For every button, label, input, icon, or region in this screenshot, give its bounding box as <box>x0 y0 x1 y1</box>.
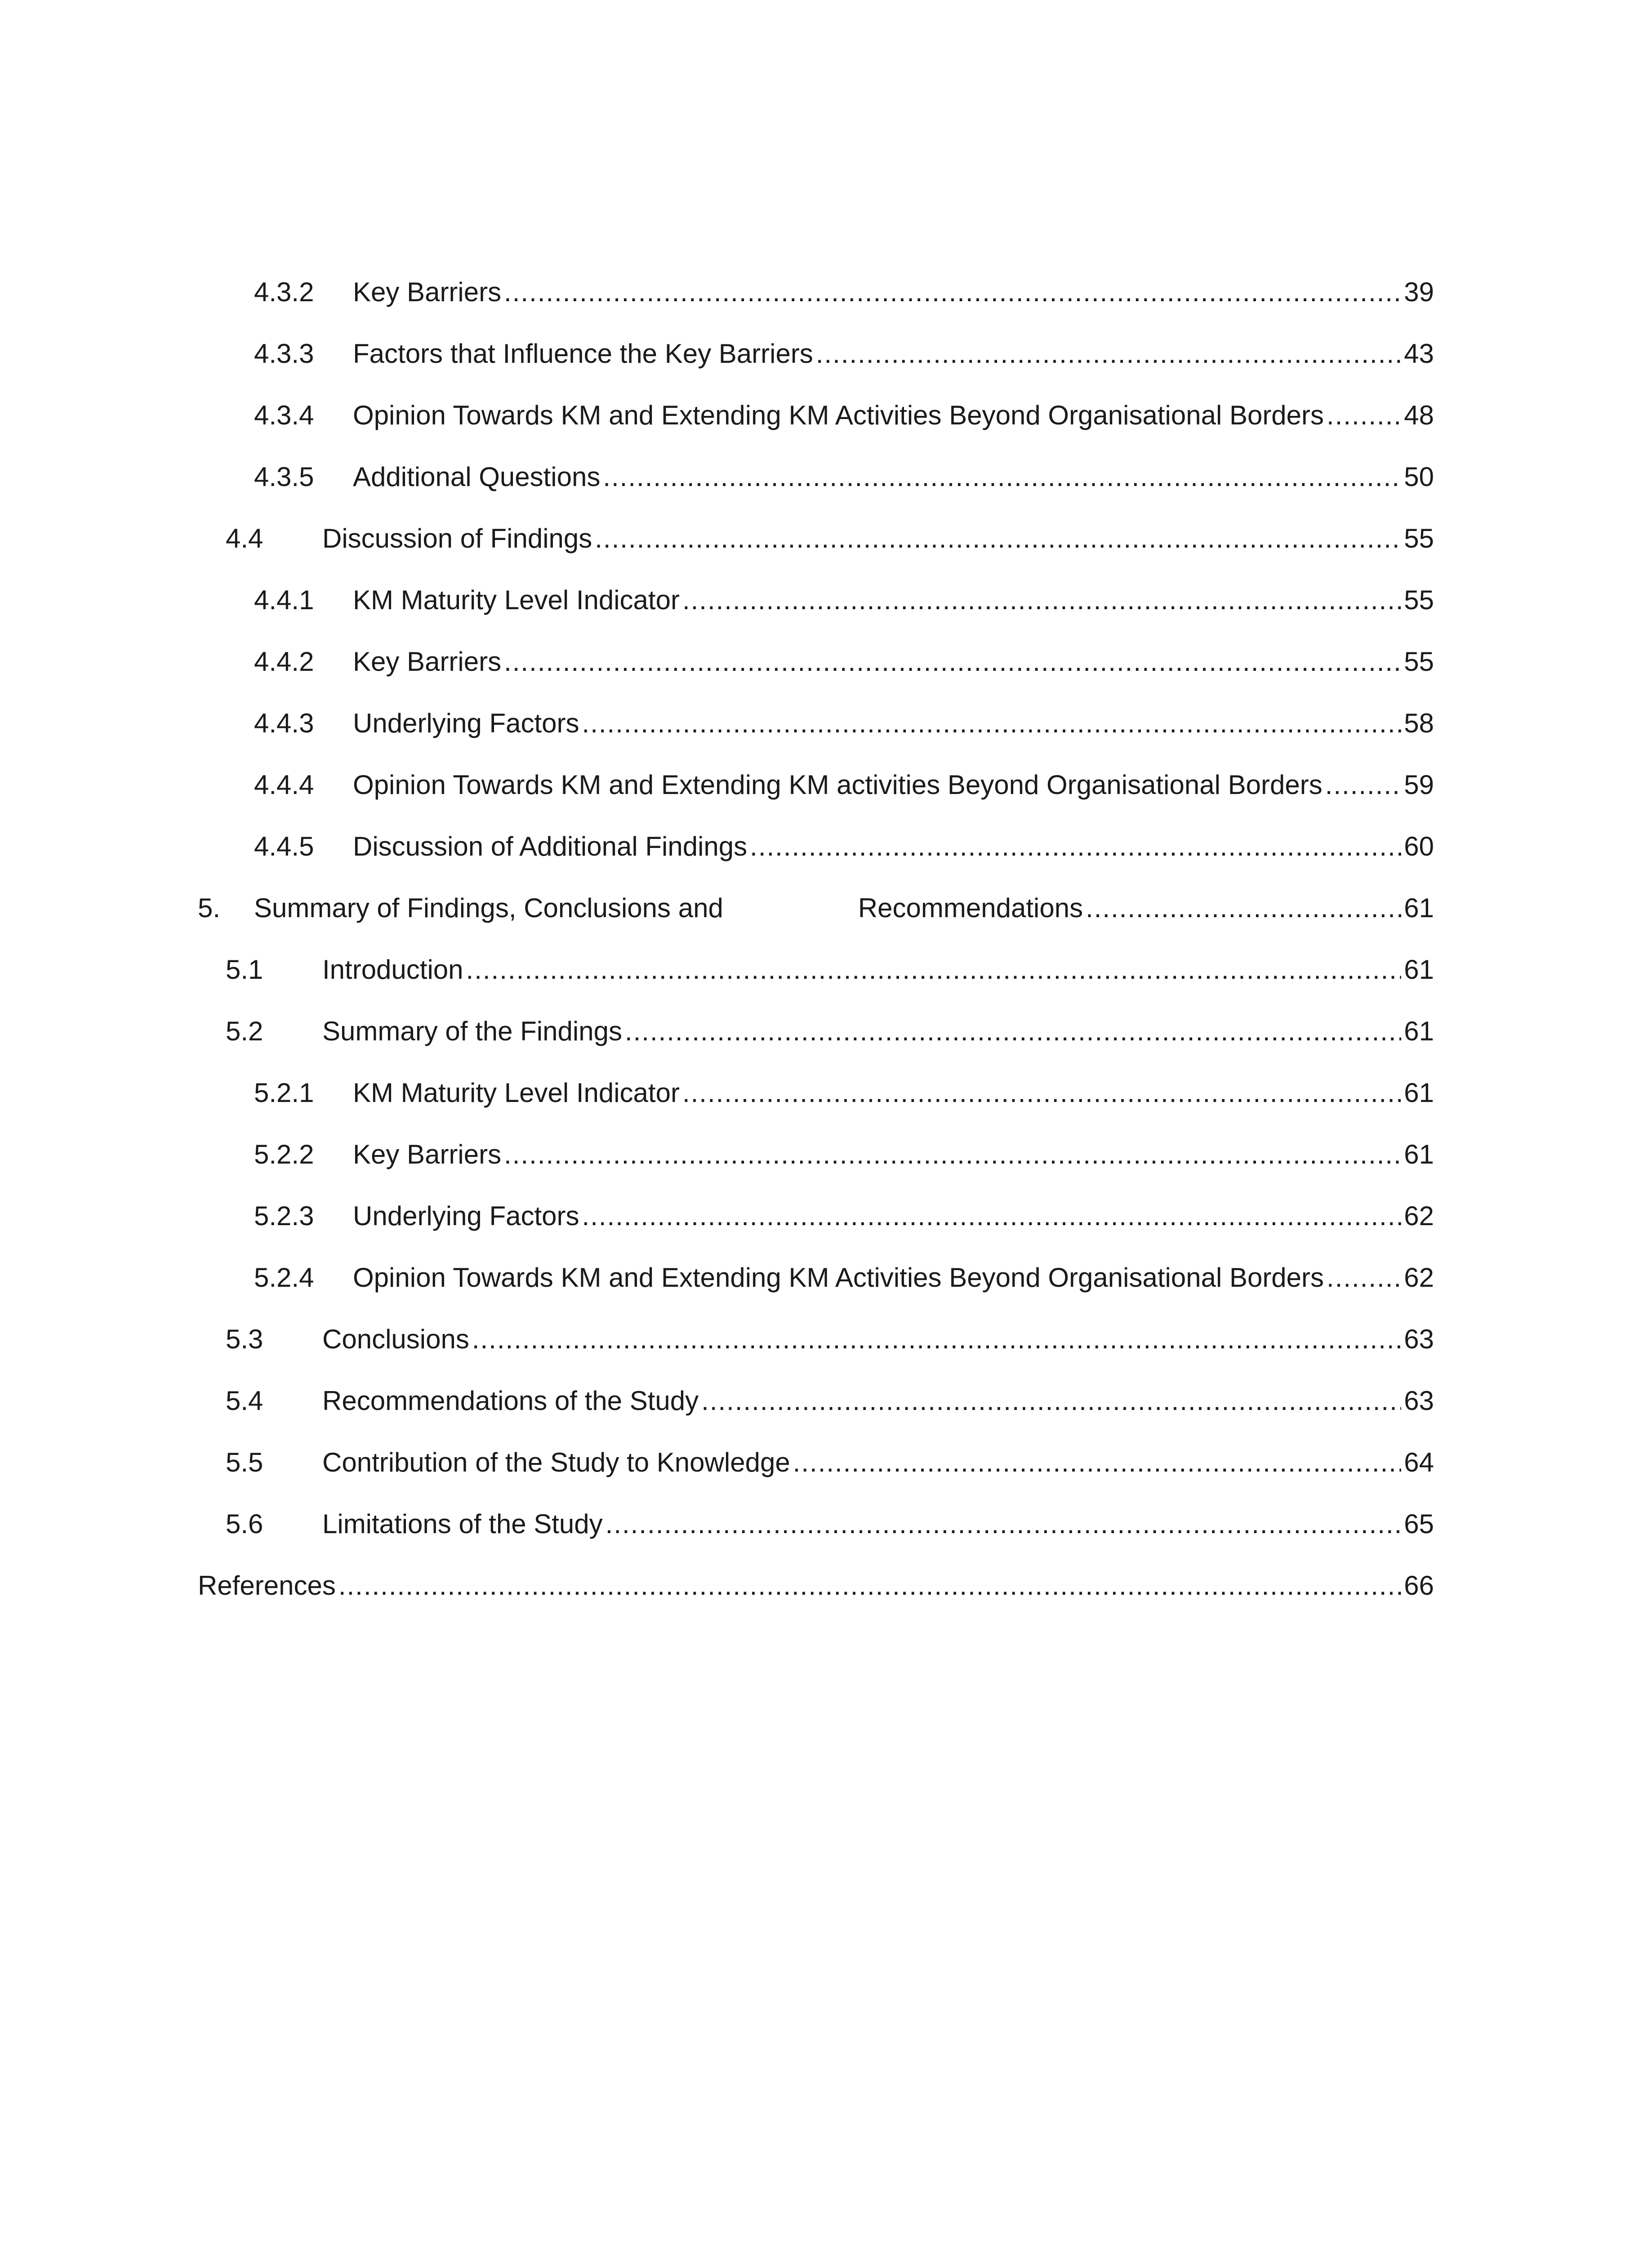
toc-entry[interactable] <box>198 886 1434 931</box>
toc-entry-page: 64 <box>1404 1447 1434 1477</box>
toc-entry-page: 50 <box>1404 462 1434 492</box>
toc-entry-page: 55 <box>1404 585 1434 615</box>
toc-dot-leader <box>603 455 1401 500</box>
toc-entry-number: 5.2 <box>226 1016 263 1046</box>
toc-entry[interactable] <box>198 1255 1434 1300</box>
toc-entry[interactable] <box>198 1502 1434 1547</box>
toc-entry-title-part: Summary of Findings, Conclusions and <box>254 893 723 923</box>
toc-entry-title: Underlying Factors <box>353 1201 579 1231</box>
toc-entry-title: Opinion Towards KM and Extending KM Activities Beyond Organisational Borders <box>353 1262 1324 1293</box>
toc-entry-title: Discussion of Findings <box>322 523 592 553</box>
toc-entry-page: 61 <box>1404 1016 1434 1046</box>
toc-entry-page: 39 <box>1404 277 1434 307</box>
toc-entry-number: 5.2.2 <box>254 1139 314 1169</box>
toc-entry-title: Limitations of the Study <box>322 1509 603 1539</box>
toc-entry-page: 61 <box>1404 955 1434 985</box>
toc-dot-leader <box>816 331 1401 376</box>
toc-entry-title: Discussion of Additional Findings <box>353 831 748 861</box>
toc-entry-number: 5.3 <box>226 1324 263 1354</box>
toc-entry-number: 5.2.4 <box>254 1262 314 1293</box>
toc-entry-number: 4.4.5 <box>254 831 314 861</box>
toc-dot-leader <box>1327 393 1401 438</box>
toc-entry-page: 60 <box>1404 831 1434 861</box>
toc-entry-title: KM Maturity Level Indicator <box>353 585 680 615</box>
toc-entry[interactable] <box>198 1070 1434 1115</box>
toc-dot-leader <box>504 1132 1401 1177</box>
toc-entry-title: Key Barriers <box>353 277 502 307</box>
toc-entry[interactable] <box>198 516 1434 561</box>
toc-entry-number: 4.4.3 <box>254 708 314 738</box>
toc-entry-number: 4.3.3 <box>254 339 314 369</box>
toc-entry[interactable] <box>198 1317 1434 1362</box>
toc-entry-page: 65 <box>1404 1509 1434 1539</box>
toc-entry-page: 61 <box>1404 893 1434 923</box>
toc-entry-title: Additional Questions <box>353 462 601 492</box>
toc-dot-leader <box>472 1317 1401 1362</box>
toc-entry-title: Factors that Influence the Key Barriers <box>353 339 813 369</box>
toc-entry-title: KM Maturity Level Indicator <box>353 1078 680 1108</box>
toc-entry-title-part: Recommendations <box>858 893 1083 923</box>
toc-entry-page: 55 <box>1404 647 1434 677</box>
toc-dot-leader <box>338 1563 1401 1608</box>
toc-entry-number: 5.5 <box>226 1447 263 1477</box>
toc-entry-page: 63 <box>1404 1386 1434 1416</box>
toc-dot-leader <box>1325 763 1402 807</box>
toc-dot-leader <box>682 1070 1401 1115</box>
toc-dot-leader <box>504 639 1401 684</box>
toc-entry-number: 5. <box>198 893 221 923</box>
toc-entry-page: 59 <box>1404 770 1434 800</box>
toc-entry-title: Opinion Towards KM and Extending KM Activities Beyond Organisational Borders <box>353 400 1324 430</box>
toc-entry-page: 62 <box>1404 1262 1434 1293</box>
toc-entry-title: Key Barriers <box>353 647 502 677</box>
toc-entry-page: 61 <box>1404 1078 1434 1108</box>
toc-entry-number: 4.4 <box>226 523 263 553</box>
toc-entry[interactable] <box>198 1132 1434 1177</box>
toc-entry[interactable] <box>198 947 1434 992</box>
toc-entry-page: 61 <box>1404 1139 1434 1169</box>
toc-entry-number: 5.6 <box>226 1509 263 1539</box>
toc-dot-leader <box>466 947 1402 992</box>
toc-dot-leader <box>582 1194 1402 1239</box>
toc-dot-leader <box>682 578 1401 623</box>
toc-entry[interactable] <box>198 701 1434 746</box>
toc-entry-title: Contribution of the Study to Knowledge <box>322 1447 790 1477</box>
toc-entry-title: Conclusions <box>322 1324 469 1354</box>
toc-entry-page: 66 <box>1404 1570 1434 1601</box>
toc-entry[interactable] <box>198 1009 1434 1054</box>
toc-dot-leader <box>582 701 1402 746</box>
toc-entry[interactable] <box>198 455 1434 500</box>
toc-entry[interactable] <box>198 331 1434 376</box>
toc-dot-leader <box>701 1378 1401 1423</box>
toc-entry-number: 4.4.4 <box>254 770 314 800</box>
toc-entry-title: Summary of the Findings <box>322 1016 622 1046</box>
toc-entry-title: References <box>198 1570 336 1601</box>
toc-entry-title: Key Barriers <box>353 1139 502 1169</box>
toc-dot-leader <box>750 824 1401 869</box>
toc-entry-number: 5.2.3 <box>254 1201 314 1231</box>
toc-entry-page: 58 <box>1404 708 1434 738</box>
toc-dot-leader <box>1086 886 1401 931</box>
toc-entry[interactable] <box>198 1440 1434 1485</box>
toc-dot-leader <box>606 1502 1402 1547</box>
toc-entry-page: 48 <box>1404 400 1434 430</box>
toc-entry-page: 43 <box>1404 339 1434 369</box>
toc-entry-title: Introduction <box>322 955 463 985</box>
toc-dot-leader <box>595 516 1401 561</box>
toc-entry-page: 55 <box>1404 523 1434 553</box>
toc-entry-number: 5.2.1 <box>254 1078 314 1108</box>
toc-entry[interactable] <box>198 393 1434 438</box>
toc-entry-title: Opinion Towards KM and Extending KM activities Beyond Organisational Borders <box>353 770 1322 800</box>
toc-entry-number: 4.4.1 <box>254 585 314 615</box>
toc-entry[interactable] <box>198 1194 1434 1239</box>
toc-entry-page: 63 <box>1404 1324 1434 1354</box>
toc-entry-title: Recommendations of the Study <box>322 1386 699 1416</box>
toc-dot-leader <box>625 1009 1401 1054</box>
toc-entry-number: 5.1 <box>226 955 263 985</box>
toc-entry-page: 62 <box>1404 1201 1434 1231</box>
toc-dot-leader <box>504 270 1401 315</box>
toc-entry[interactable] <box>198 578 1434 623</box>
toc-entry[interactable] <box>198 1378 1434 1423</box>
toc-entry[interactable] <box>198 1563 1434 1608</box>
toc-dot-leader <box>1327 1255 1401 1300</box>
toc-entry-number: 4.4.2 <box>254 647 314 677</box>
toc-entry-title <box>254 886 1083 931</box>
toc-entry-number: 4.3.5 <box>254 462 314 492</box>
toc-entry[interactable] <box>198 270 1434 315</box>
toc-entry[interactable] <box>198 763 1434 807</box>
toc-entry[interactable] <box>198 824 1434 869</box>
toc-entry[interactable] <box>198 639 1434 684</box>
toc-entry-number: 5.4 <box>226 1386 263 1416</box>
toc-dot-leader <box>793 1440 1402 1485</box>
toc-entry-title: Underlying Factors <box>353 708 579 738</box>
toc-entry-number: 4.3.4 <box>254 400 314 430</box>
toc-entry-number: 4.3.2 <box>254 277 314 307</box>
